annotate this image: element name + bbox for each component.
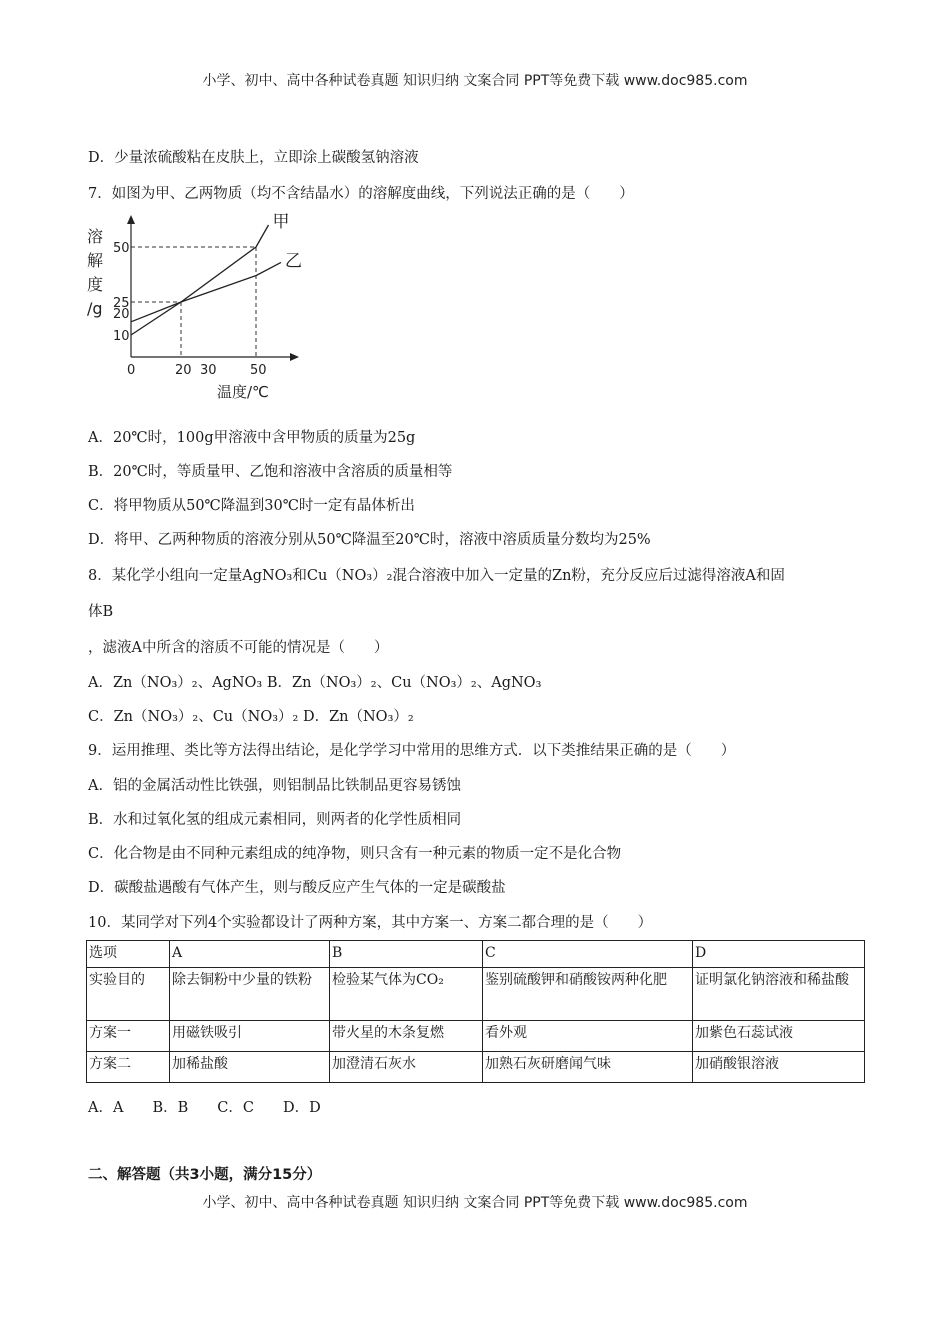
q7-option-d: D．将甲、乙两种物质的溶液分别从50℃降温至20℃时，溶液中溶质质量分数均为25% (88, 532, 651, 548)
page-header: 小学、初中、高中各种试卷真题 知识归纳 文案合同 PPT等免费下载 www.doc985.com (202, 73, 748, 89)
table-cell: 证明氯化钠溶液和稀盐酸 (693, 968, 865, 1021)
table-cell: 用磁铁吸引 (170, 1021, 330, 1052)
table-cell: 选项 (87, 941, 170, 968)
table-cell: A (170, 941, 330, 968)
table-cell: 方案二 (87, 1052, 170, 1083)
q8-options-ab: A．Zn（NO₃）₂、AgNO₃ B．Zn（NO₃）₂、Cu（NO₃）₂、AgNO₃ (88, 675, 542, 691)
chart-guides (131, 247, 256, 357)
table-cell: D (693, 941, 865, 968)
page-footer: 小学、初中、高中各种试卷真题 知识归纳 文案合同 PPT等免费下载 www.doc985.com (202, 1195, 748, 1211)
table-row (87, 968, 865, 1021)
table-cell: 检验某气体为CO₂ (330, 968, 483, 1021)
series-line-jia (131, 225, 269, 322)
table-cell: 看外观 (483, 1021, 693, 1052)
q6-option-d: D．少量浓硫酸粘在皮肤上，立即涂上碳酸氢钠溶液 (88, 150, 419, 166)
q8-stem-line2: 体B (88, 604, 114, 620)
y-axis-label-char: 度 (87, 275, 104, 294)
table-row (87, 1052, 865, 1083)
q9-option-b: B．水和过氧化氢的组成元素相同，则两者的化学性质相同 (88, 812, 462, 828)
x-tick-label: 50 (250, 363, 267, 378)
chart-axes (127, 215, 299, 361)
q9-option-d: D．碳酸盐遇酸有气体产生，则与酸反应产生气体的一定是碳酸盐 (88, 880, 506, 896)
y-axis-label-char: 溶 (87, 227, 104, 246)
table-cell: 除去铜粉中少量的铁粉 (170, 968, 330, 1021)
x-axis-label: 温度/℃ (217, 383, 269, 401)
table-cell: 加稀盐酸 (170, 1052, 330, 1083)
chart-labels (87, 212, 302, 401)
q9-stem: 9．运用推理、类比等方法得出结论，是化学学习中常用的思维方式．以下类推结果正确的是（ ） (88, 743, 736, 759)
y-tick-label: 25 (113, 296, 130, 311)
table-cell: 加紫色石蕊试液 (693, 1021, 865, 1052)
series-label: 甲 (272, 212, 290, 232)
table-cell: 方案一 (87, 1021, 170, 1052)
q7-option-a: A．20℃时，100g甲溶液中含甲物质的质量为25g (88, 430, 416, 446)
y-axis-arrow (127, 215, 135, 224)
table-header-row (87, 941, 865, 968)
table-cell: 鉴别硫酸钾和硝酸铵两种化肥 (483, 968, 693, 1021)
y-axis-label-char: 解 (87, 251, 104, 270)
series-line-yi (131, 262, 281, 335)
q10-table (86, 940, 865, 1083)
table-cell: C (483, 941, 693, 968)
y-tick-label: 20 (113, 307, 130, 322)
table-cell: B (330, 941, 483, 968)
x-tick-label: 20 (175, 363, 192, 378)
x-tick-label: 0 (127, 363, 136, 378)
table-row (87, 1021, 865, 1052)
q7-option-b: B．20℃时，等质量甲、乙饱和溶液中含溶质的质量相等 (88, 464, 453, 480)
q10-stem: 10．某同学对下列4个实验都设计了两种方案，其中方案一、方案二都合理的是（ ） (88, 915, 653, 931)
q7-option-c: C．将甲物质从50℃降温到30℃时一定有晶体析出 (88, 498, 415, 514)
q8-stem-line1: 8．某化学小组向一定量AgNO₃和Cu（NO₃）₂混合溶液中加入一定量的Zn粉，充分反应后过滤得溶液A和固 (88, 568, 785, 584)
x-axis-arrow (290, 353, 299, 361)
series-label: 乙 (285, 251, 302, 272)
table-cell: 实验目的 (87, 968, 170, 1021)
solubility-chart (85, 212, 302, 402)
table-cell: 加硝酸银溶液 (693, 1052, 865, 1083)
y-tick-label: 10 (113, 329, 130, 344)
q9-option-a: A．铝的金属活动性比铁强，则铝制品比铁制品更容易锈蚀 (88, 778, 461, 794)
x-tick-label: 30 (200, 363, 217, 378)
q8-options-cd: C．Zn（NO₃）₂、Cu（NO₃）₂ D．Zn（NO₃）₂ (88, 709, 414, 725)
y-tick-label: 50 (113, 241, 130, 256)
y-axis-label-char: /g (87, 299, 103, 318)
chart-lines (131, 225, 281, 335)
q9-option-c: C．化合物是由不同种元素组成的纯净物，则只含有一种元素的物质一定不是化合物 (88, 846, 622, 862)
q10-options: A．A B．B C．C D．D (88, 1100, 321, 1116)
table-cell: 加熟石灰研磨闻气味 (483, 1052, 693, 1083)
q7-stem: 7．如图为甲、乙两物质（均不含结晶水）的溶解度曲线，下列说法正确的是（ ） (88, 186, 634, 202)
q8-stem-line3: ，滤液A中所含的溶质不可能的情况是（ ） (88, 640, 389, 656)
table-cell: 带火星的木条复燃 (330, 1021, 483, 1052)
table-cell: 加澄清石灰水 (330, 1052, 483, 1083)
section-heading: 二、解答题（共3小题，满分15分） (88, 1167, 322, 1183)
